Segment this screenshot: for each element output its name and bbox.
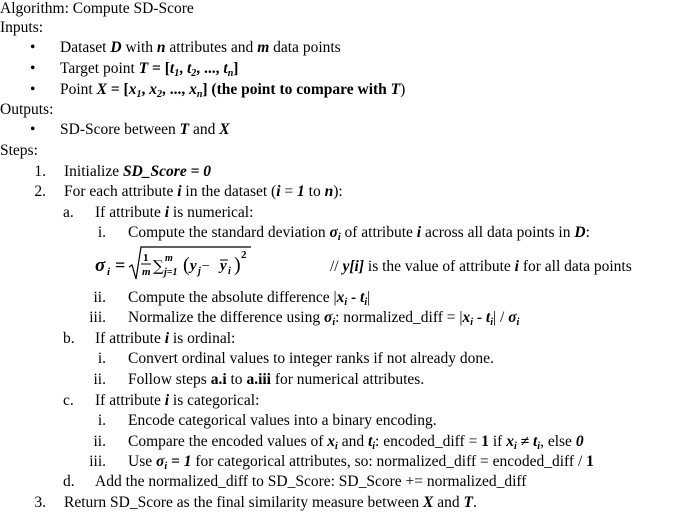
step-2c: c. If attribute i is categorical: <box>63 392 260 409</box>
step-2d: d. Add the normalized_diff to SD_Score: SD_Score += normalized_diff <box>63 473 527 490</box>
formula-sigma: σ <box>95 255 106 276</box>
sum-top: m <box>165 253 173 264</box>
y-j: y <box>190 258 197 274</box>
paren-close: ) <box>234 254 241 276</box>
input-target-point: • Target point $T = [t_1$, $t_2$, ..., $t_n$] <box>30 60 239 79</box>
paren-open: ( <box>183 254 190 276</box>
step-2a-ii: ii. Compute the absolute difference $|x_i - t_i|$ <box>93 289 371 308</box>
formula-sigma-sub: i <box>107 266 111 278</box>
y-bar-sub: i <box>228 266 231 277</box>
y-j-sub: j <box>198 266 201 277</box>
step-2b: b. If attribute i is ordinal: <box>63 330 236 347</box>
step-2a: a. If attribute i is numerical: <box>63 204 254 221</box>
formula-equals: = <box>115 255 126 275</box>
frac-num: 1 <box>143 252 149 264</box>
sum-bot: j=1 <box>164 267 178 278</box>
inputs-label: Inputs: <box>0 19 44 36</box>
step-1: 1. Initialize SD_Score = 0 <box>34 163 212 180</box>
sum-symbol: ∑ <box>153 257 164 275</box>
formula-comment: // y[i] is the value of attribute i for all data points <box>330 258 632 275</box>
step-2c-iii: iii. Use $\sigma_i = 1$ for categorical attributes, so: normalized_diff = encoded_diff / 1 <box>89 453 594 472</box>
output-sd-score: • SD-Score between T and X <box>30 121 230 138</box>
step-2c-ii: ii. Compare the encoded values of $x_i$ and $t_i$: encoded_diff = 1 if $x_i \ne t_i$, else 0 <box>93 433 584 452</box>
bullet-icon: • <box>30 60 36 77</box>
minus: − <box>202 259 210 274</box>
bullet-icon: • <box>30 121 36 138</box>
step-2a-iii: iii. Normalize the difference using $\sigma_i$: normalized_diff = $|x_i - t_i| / \sigma_i$ <box>89 309 520 328</box>
power-2: 2 <box>241 249 247 261</box>
algorithm-title: Algorithm: Compute SD-Score <box>0 0 194 17</box>
input-point: • Point $X = [x_1$, $x_2$, ..., $x_n$] (the point to compare with T) <box>30 81 406 100</box>
frac-den: m <box>142 266 151 278</box>
std-deviation-formula <box>93 243 253 283</box>
input-dataset: • Dataset D with n attributes and m data points <box>30 39 341 56</box>
outputs-label: Outputs: <box>0 101 54 118</box>
steps-label: Steps: <box>0 142 38 159</box>
bullet-icon: • <box>30 39 36 56</box>
step-2: 2. For each attribute i in the dataset (i = 1 to n): <box>34 183 343 200</box>
step-2c-i: i. Encode categorical values into a binary encoding. <box>97 412 437 429</box>
step-2b-ii: ii. Follow steps a.i to a.iii for numerical attributes. <box>93 371 425 388</box>
step-2a-i: i. Compute the standard deviation $\sigma_i$ of attribute i across all data points in D: <box>97 224 590 243</box>
y-bar: y <box>220 258 227 274</box>
step-3: 3. Return SD_Score as the final similarity measure between X and T. <box>34 494 477 511</box>
step-2b-i: i. Convert ordinal values to integer ranks if not already done. <box>97 350 494 367</box>
bullet-icon: • <box>30 81 36 98</box>
